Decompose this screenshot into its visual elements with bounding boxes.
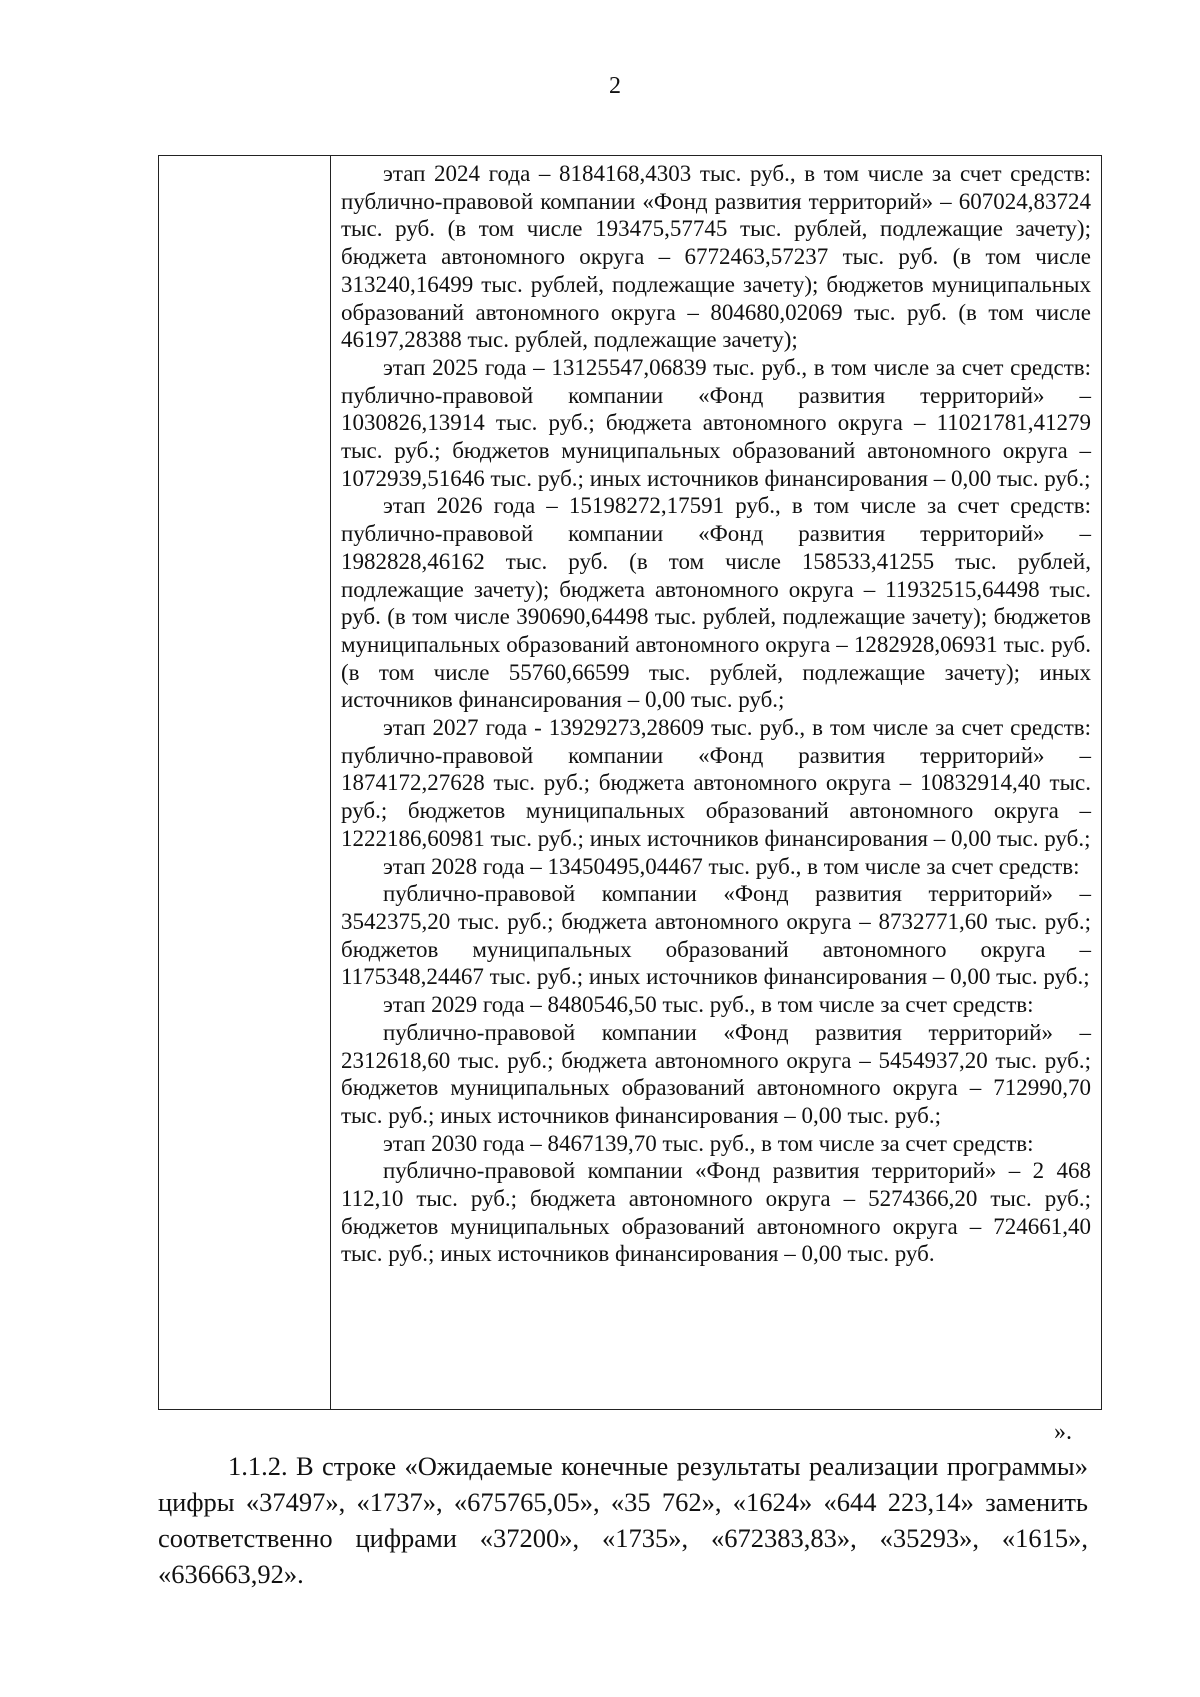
table-content-cell	[331, 156, 1101, 1409]
stage-2024-paragraph: этап 2024 года – 8184168,4303 тыс. руб., в том числе за счет средств: публично-правовой компании «Фонд развития территорий» – 607024,83724 тыс. руб. (в том числе 193475,57745 тыс. рублей, подлежащие зачету); бюджета автономного округа – 6772463,57237 тыс. руб. (в том числе 313240,16499 тыс. рублей, подлежащие зачету); бюджетов муниципальных образований автономного округа – 804680,02069 тыс. руб. (в том числе 46197,28388 тыс. рублей, подлежащие зачету);	[341, 161, 1091, 353]
stage-2025-paragraph: этап 2025 года – 13125547,06839 тыс. руб., в том числе за счет средств: публично-правовой компании «Фонд развития территорий» – 1030826,13914 тыс. руб.; бюджета автономного округа – 11021781,41279 тыс. руб.; бюджетов муниципальных образований автономного округа – 1072939,51646 тыс. руб.; иных источников финансирования – 0,00 тыс. руб.;	[341, 354, 1091, 491]
stage-2028-details: публично-правовой компании «Фонд развития территорий» – 3542375,20 тыс. руб.; бюджета автономного округа – 8732771,60 тыс. руб.; бюджетов муниципальных образований автономного округа – 1175348,24467 тыс. руб.; иных источников финансирования – 0,00 тыс. руб.;	[341, 881, 1091, 990]
page-number: 2	[609, 73, 621, 99]
stage-2029-header: этап 2029 года – 8480546,50 тыс. руб., в том числе за счет средств:	[383, 992, 1034, 1018]
amendment-paragraph: 1.1.2. В строке «Ожидаемые конечные результаты реализации программы» цифры «37497», «1737», «675765,05», «35 762», «1624» «644 223,14» заменить соответственно цифрами «37200», «1735», «672383,83», «35293», «1615», «636663,92».	[158, 1451, 1088, 1589]
stage-2030-header: этап 2030 года – 8467139,70 тыс. руб., в том числе за счет средств:	[383, 1130, 1034, 1156]
stage-2026-paragraph: этап 2026 года – 15198272,17591 руб., в том числе за счет средств: публично-правовой компании «Фонд развития территорий» – 1982828,46162 тыс. руб. (в том числе 158533,41255 тыс. рублей, подлежащие зачету); бюджета автономного округа – 11932515,64498 тыс. руб. (в том числе 390690,64498 тыс. рублей, подлежащие зачету); бюджетов муниципальных образований автономного округа – 1282928,06931 тыс. руб. (в том числе 55760,66599 тыс. рублей, подлежащие зачету); иных источников финансирования – 0,00 тыс. руб.;	[341, 493, 1091, 713]
financing-table	[158, 155, 1102, 1410]
stage-2027-paragraph: этап 2027 года - 13929273,28609 тыс. руб., в том числе за счет средств: публично-правовой компании «Фонд развития территорий» – 1874172,27628 тыс. руб.; бюджета автономного округа – 10832914,40 тыс. руб.; бюджетов муниципальных образований автономного округа – 1222186,60981 тыс. руб.; иных источников финансирования – 0,00 тыс. руб.;	[341, 715, 1091, 851]
table-label-cell	[159, 156, 331, 1409]
stage-2029-details: публично-правовой компании «Фонд развития территорий» – 2312618,60 тыс. руб.; бюджета автономного округа – 5454937,20 тыс. руб.; бюджетов муниципальных образований автономного округа – 712990,70 тыс. руб.; иных источников финансирования – 0,00 тыс. руб.;	[341, 1019, 1091, 1128]
closing-quote: ».	[1054, 1419, 1072, 1445]
stage-2030-details: публично-правовой компании «Фонд развития территорий» – 2 468 112,10 тыс. руб.; бюджета автономного округа – 5274366,20 тыс. руб.; бюджетов муниципальных образований автономного округа – 724661,40 тыс. руб.; иных источников финансирования – 0,00 тыс. руб.	[341, 1158, 1091, 1267]
stage-2028-header: этап 2028 года – 13450495,04467 тыс. руб., в том числе за счет средств:	[383, 853, 1080, 879]
